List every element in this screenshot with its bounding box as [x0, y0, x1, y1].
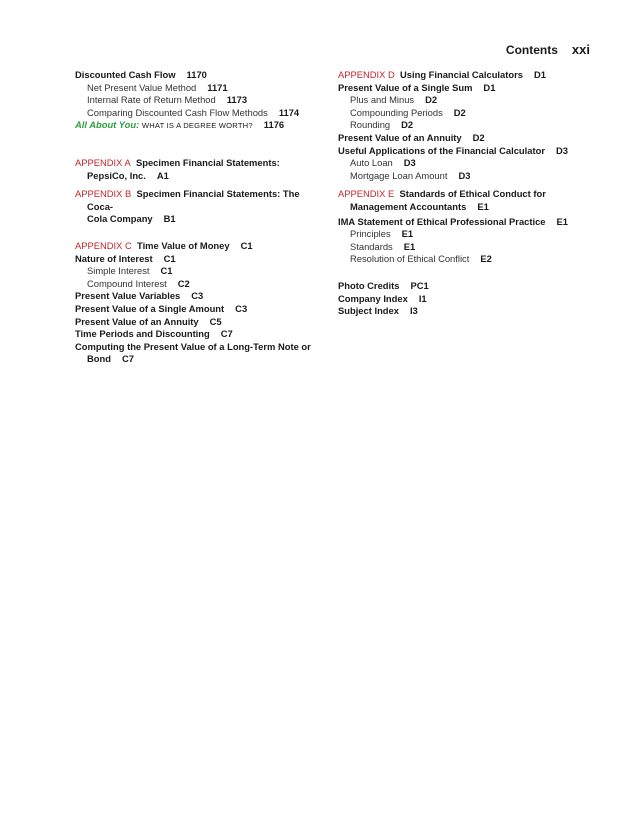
page-header [506, 42, 590, 57]
appendix-tag: APPENDIX E [338, 188, 395, 200]
page-ref: E1 [556, 215, 568, 227]
page-ref: C1 [240, 239, 253, 251]
toc-subentry[interactable]: Resolution of Ethical Conflict E2 [350, 253, 492, 265]
page-ref: C7 [220, 328, 233, 340]
page-ref: 1170 [186, 69, 207, 80]
toc-subentry[interactable]: Principles E1 [350, 228, 414, 240]
page-ref: D2 [453, 106, 466, 118]
all-about-you-tag: All About You: [75, 119, 140, 131]
page-ref: PC1 [410, 279, 429, 291]
page-ref: 1171 [207, 81, 228, 93]
page-ref: C3 [191, 290, 204, 302]
toc-appendix-a[interactable]: APPENDIX A Specimen Financial Statements: PepsiCo, Inc. A1 [75, 156, 280, 181]
toc-entry[interactable]: Nature of Interest C1 [75, 252, 176, 264]
page-ref: 1176 [263, 119, 285, 131]
page-ref: I3 [409, 305, 418, 317]
toc-entry[interactable]: Present Value of a Single Sum D1 [338, 81, 496, 93]
page-ref: A1 [156, 169, 169, 181]
page-ref: E1 [477, 200, 489, 212]
toc-subentry[interactable]: Mortgage Loan Amount D3 [350, 169, 471, 181]
page-ref: C1 [160, 265, 173, 277]
toc-entry[interactable]: IMA Statement of Ethical Professional Practice E1 [338, 215, 568, 227]
header-title: Contents [505, 43, 558, 57]
page-ref: 1174 [278, 106, 300, 118]
page-ref: D3 [555, 144, 568, 156]
toc-entry[interactable]: Present Value of a Single Amount C3 [75, 302, 248, 314]
toc-entry-all-about-you[interactable]: All About You: WHAT IS A DEGREE WORTH? 1176 [75, 119, 285, 131]
appendix-tag: APPENDIX A [75, 156, 131, 168]
toc-appendix-d[interactable]: APPENDIX D Using Financial Calculators D1 [338, 69, 546, 80]
page-ref: C3 [235, 302, 248, 314]
toc-subentry[interactable]: Standards E1 [350, 240, 416, 252]
toc-subentry[interactable]: Comparing Discounted Cash Flow Methods 1174 [87, 106, 300, 118]
toc-entry[interactable]: Company Index I1 [338, 292, 427, 304]
page-ref: E2 [480, 253, 492, 265]
toc-subentry[interactable]: Internal Rate of Return Method 1173 [87, 94, 248, 106]
page-ref: B1 [163, 213, 176, 225]
toc-subentry[interactable]: Auto Loan D3 [350, 157, 416, 169]
page-ref: C5 [209, 315, 222, 327]
toc-entry[interactable]: Time Periods and Discounting C7 [75, 328, 233, 340]
page-ref: C7 [121, 353, 134, 365]
page-ref: D3 [403, 157, 416, 169]
page-ref: D1 [483, 81, 496, 93]
toc-subentry[interactable]: Compound Interest C2 [87, 277, 190, 289]
toc-subentry[interactable]: Simple Interest C1 [87, 265, 173, 277]
toc-entry[interactable]: Subject Index I3 [338, 305, 418, 317]
page-ref: I1 [418, 292, 427, 304]
toc-right-column [338, 69, 578, 318]
page-ref: D3 [458, 169, 471, 181]
page-ref: D2 [425, 94, 438, 106]
page-ref: C2 [177, 277, 190, 289]
page-ref: 1173 [226, 94, 248, 106]
toc-entry[interactable]: Present Value Variables C3 [75, 290, 204, 302]
toc-appendix-e[interactable]: APPENDIX E Standards of Ethical Conduct for Management Accountants E1 [338, 188, 546, 212]
appendix-tag: APPENDIX C [75, 239, 132, 251]
header-page-number: xxi [571, 42, 590, 57]
page-ref: D2 [472, 131, 485, 143]
appendix-tag: APPENDIX B [75, 188, 132, 200]
toc-entry[interactable]: Discounted Cash Flow 1170 [75, 69, 207, 80]
page-ref: E1 [401, 228, 414, 240]
toc-entry[interactable]: Photo Credits PC1 [338, 279, 429, 291]
toc-appendix-b[interactable]: APPENDIX B Specimen Financial Statements: The Coca- Cola Company B1 [75, 188, 300, 225]
toc-subentry[interactable]: Plus and Minus D2 [350, 94, 438, 106]
toc-entry[interactable]: Computing the Present Value of a Long-Term Note or Bond C7 [75, 340, 311, 365]
toc-entry[interactable]: Present Value of an Annuity C5 [75, 315, 222, 327]
toc-appendix-c[interactable]: APPENDIX C Time Value of Money C1 [75, 239, 253, 251]
toc-entry[interactable]: Present Value of an Annuity D2 [338, 131, 485, 143]
page-ref: E1 [403, 240, 416, 252]
page-ref: D2 [401, 119, 414, 131]
toc-subentry[interactable]: Net Present Value Method 1171 [87, 81, 228, 93]
page-ref: D1 [533, 69, 546, 80]
page-ref: C1 [163, 252, 176, 264]
appendix-tag: APPENDIX D [338, 69, 395, 80]
toc-subentry[interactable]: Rounding D2 [350, 119, 414, 131]
toc-subentry[interactable]: Compounding Periods D2 [350, 106, 466, 118]
toc-entry[interactable]: Useful Applications of the Financial Calculator D3 [338, 144, 568, 156]
toc-left-column [75, 69, 327, 366]
